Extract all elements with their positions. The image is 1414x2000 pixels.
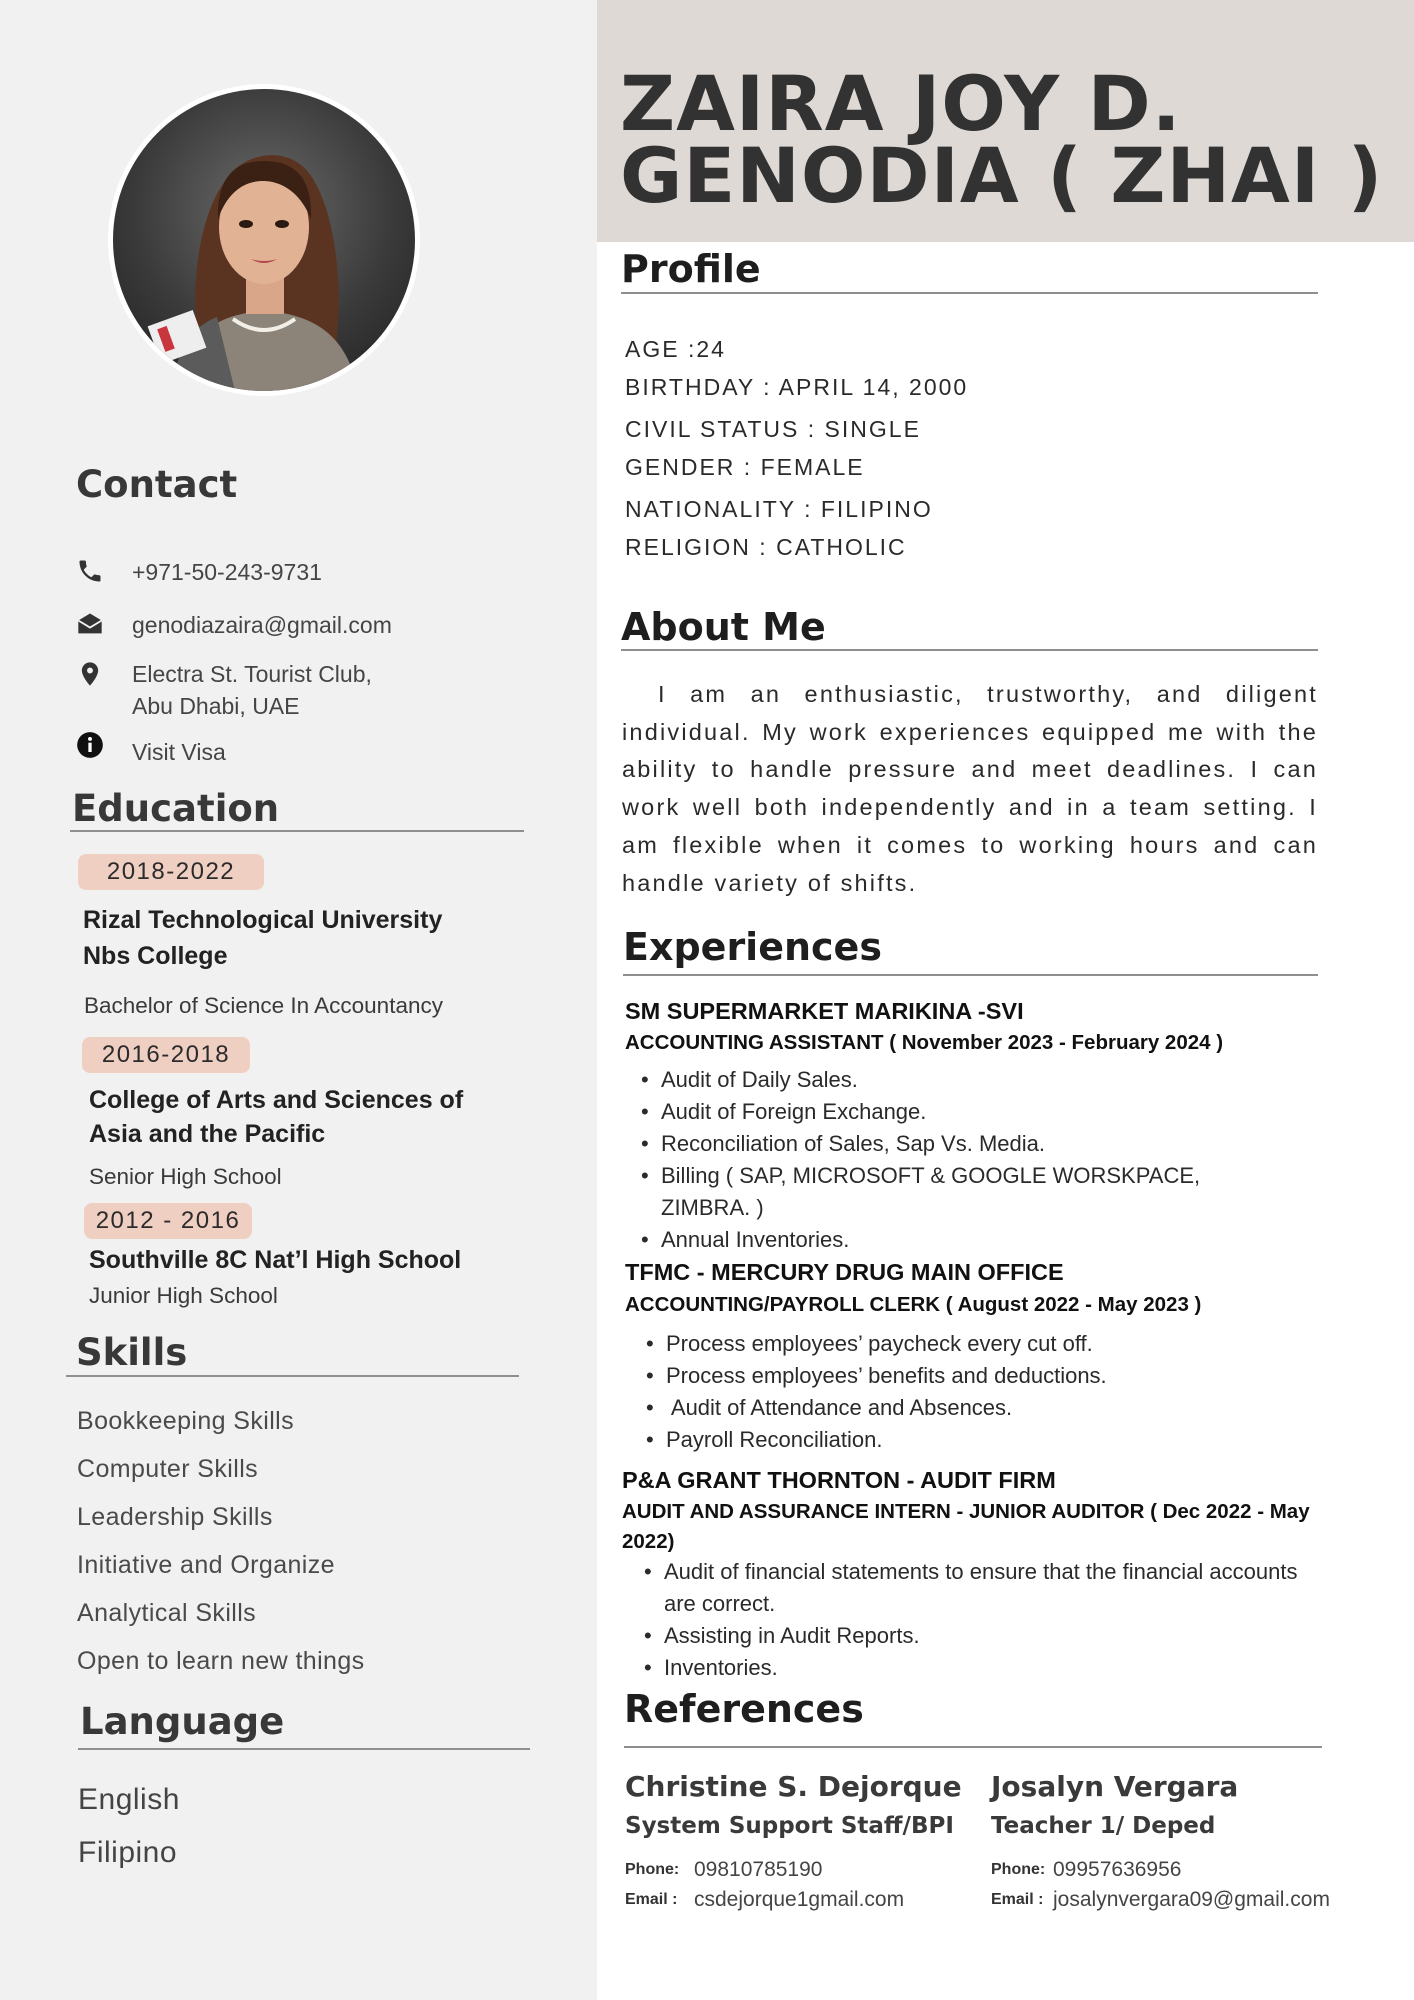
contact-address-line-1: Electra St. Tourist Club, bbox=[132, 661, 372, 687]
reference-2-name: Josalyn Vergara bbox=[991, 1770, 1239, 1803]
about-paragraph: I am an enthusiastic, trustworthy, and diligent individual. My work experiences equipped me with the ability to handle pressure and meet deadlines. I can work well both independently and in a team setting. I am flexible when it comes to working hours and can handle variety of shifts. bbox=[622, 681, 1318, 896]
phone-icon bbox=[76, 557, 104, 585]
contact-heading: Contact bbox=[76, 463, 238, 506]
contact-email[interactable]: genodiazaira@gmail.com bbox=[132, 612, 392, 638]
reference-1-phone: 09810785190 bbox=[694, 1858, 823, 1881]
reference-1-title: System Support Staff/BPI bbox=[625, 1813, 954, 1839]
list-item: • Inventories. bbox=[634, 1652, 1324, 1684]
experiences-divider bbox=[623, 974, 1318, 976]
reference-2-phone: 09957636956 bbox=[1053, 1858, 1182, 1881]
education-2-school-line-1: College of Arts and Sciences of bbox=[89, 1086, 464, 1114]
education-1-years-badge: 2018-2022 bbox=[78, 854, 264, 890]
list-item: • Audit of Daily Sales. bbox=[631, 1064, 1271, 1096]
language-heading: Language bbox=[80, 1700, 285, 1743]
references-heading: References bbox=[624, 1687, 864, 1731]
about-divider bbox=[621, 649, 1318, 651]
contact-address-line-2: Abu Dhabi, UAE bbox=[132, 693, 300, 719]
reference-2-email: josalynvergara09@gmail.com bbox=[1053, 1888, 1330, 1911]
language-divider bbox=[78, 1748, 530, 1750]
list-item: • Reconciliation of Sales, Sap Vs. Media. bbox=[631, 1128, 1271, 1160]
name-line-2: GENODIA ( ZHAI ) bbox=[620, 131, 1384, 220]
profile-birthday: BIRTHDAY : APRIL 14, 2000 bbox=[625, 374, 969, 400]
job-2-company: TFMC - MERCURY DRUG MAIN OFFICE bbox=[625, 1259, 1064, 1285]
list-item: • Payroll Reconciliation. bbox=[636, 1424, 1276, 1456]
job-1-duties bbox=[631, 1064, 1271, 1256]
profile-religion: RELIGION : CATHOLIC bbox=[625, 534, 907, 560]
list-item: • Annual Inventories. bbox=[631, 1224, 1271, 1256]
education-3-degree: Junior High School bbox=[89, 1283, 278, 1308]
contact-phone[interactable]: +971-50-243-9731 bbox=[132, 559, 322, 585]
skill-item: Open to learn new things bbox=[77, 1647, 365, 1675]
profile-nationality: NATIONALITY : FILIPINO bbox=[625, 496, 933, 522]
reference-2-email-label: Email : bbox=[991, 1891, 1044, 1908]
education-heading: Education bbox=[72, 787, 280, 830]
education-2-degree: Senior High School bbox=[89, 1164, 282, 1189]
avatar bbox=[113, 89, 415, 391]
job-3-role: AUDIT AND ASSURANCE INTERN - JUNIOR AUDITOR ( Dec 2022 - May 2022) bbox=[622, 1500, 1310, 1553]
skills-divider bbox=[66, 1375, 519, 1377]
profile-civil-status: CIVIL STATUS : SINGLE bbox=[625, 416, 921, 442]
job-2-duties bbox=[636, 1328, 1276, 1456]
job-2-role: ACCOUNTING/PAYROLL CLERK ( August 2022 - May 2023 ) bbox=[625, 1293, 1202, 1316]
references-divider bbox=[624, 1746, 1322, 1748]
profile-photo bbox=[108, 84, 420, 396]
profile-gender: GENDER : FEMALE bbox=[625, 454, 865, 480]
list-item: • Process employees’ paycheck every cut off. bbox=[636, 1328, 1276, 1360]
education-divider bbox=[70, 830, 524, 832]
list-item: • Assisting in Audit Reports. bbox=[634, 1620, 1324, 1652]
about-text bbox=[622, 676, 1318, 902]
skill-item: Initiative and Organize bbox=[77, 1551, 335, 1579]
person-portrait-icon bbox=[113, 89, 415, 391]
reference-2-phone-label: Phone: bbox=[991, 1861, 1046, 1878]
skill-item: Computer Skills bbox=[77, 1455, 259, 1483]
education-2-years-badge: 2016-2018 bbox=[82, 1037, 250, 1073]
reference-1-email: csdejorque1gmail.com bbox=[694, 1888, 905, 1911]
location-pin-icon bbox=[76, 660, 104, 688]
skill-item: Leadership Skills bbox=[77, 1503, 273, 1531]
skills-heading: Skills bbox=[76, 1331, 188, 1374]
education-1-degree: Bachelor of Science In Accountancy bbox=[84, 993, 443, 1018]
education-3-years-badge: 2012 - 2016 bbox=[84, 1203, 252, 1239]
job-1-role: ACCOUNTING ASSISTANT ( November 2023 - February 2024 ) bbox=[625, 1031, 1224, 1054]
language-item: Filipino bbox=[78, 1836, 178, 1869]
experiences-heading: Experiences bbox=[623, 925, 882, 969]
education-1-school-line-1: Rizal Technological University bbox=[83, 906, 443, 934]
list-item: • Audit of Foreign Exchange. bbox=[631, 1096, 1271, 1128]
reference-1-name: Christine S. Dejorque bbox=[625, 1770, 962, 1803]
list-item: • Billing ( SAP, MICROSOFT & GOOGLE WORSKPACE, ZIMBRA. ) bbox=[631, 1160, 1251, 1224]
job-3-duties bbox=[634, 1556, 1324, 1684]
education-2-school-line-2: Asia and the Pacific bbox=[89, 1120, 326, 1148]
job-3-company: P&A GRANT THORNTON - AUDIT FIRM bbox=[622, 1467, 1056, 1493]
reference-1-email-label: Email : bbox=[625, 1891, 678, 1908]
list-item: • Audit of financial statements to ensure that the financial accounts are correct. bbox=[634, 1556, 1304, 1620]
list-item: • Audit of Attendance and Absences. bbox=[636, 1392, 1276, 1424]
reference-1-phone-label: Phone: bbox=[625, 1861, 680, 1878]
contact-visa: Visit Visa bbox=[132, 739, 226, 765]
profile-divider bbox=[621, 292, 1318, 294]
education-1-school-line-2: Nbs College bbox=[83, 942, 228, 970]
info-icon bbox=[76, 731, 104, 759]
skill-item: Bookkeeping Skills bbox=[77, 1407, 295, 1435]
language-item: English bbox=[78, 1783, 180, 1816]
education-3-school-line-1: Southville 8C Nat’l High School bbox=[89, 1246, 462, 1274]
reference-2-title: Teacher 1/ Deped bbox=[991, 1813, 1216, 1839]
profile-heading: Profile bbox=[621, 247, 761, 291]
name-line-1: ZAIRA JOY D. bbox=[620, 59, 1182, 148]
list-item: • Process employees’ benefits and deductions. bbox=[636, 1360, 1276, 1392]
about-heading: About Me bbox=[621, 605, 826, 649]
profile-age: AGE :24 bbox=[625, 336, 726, 362]
envelope-icon bbox=[76, 610, 104, 638]
skill-item: Analytical Skills bbox=[77, 1599, 257, 1627]
job-1-company: SM SUPERMARKET MARIKINA -SVI bbox=[625, 998, 1024, 1024]
